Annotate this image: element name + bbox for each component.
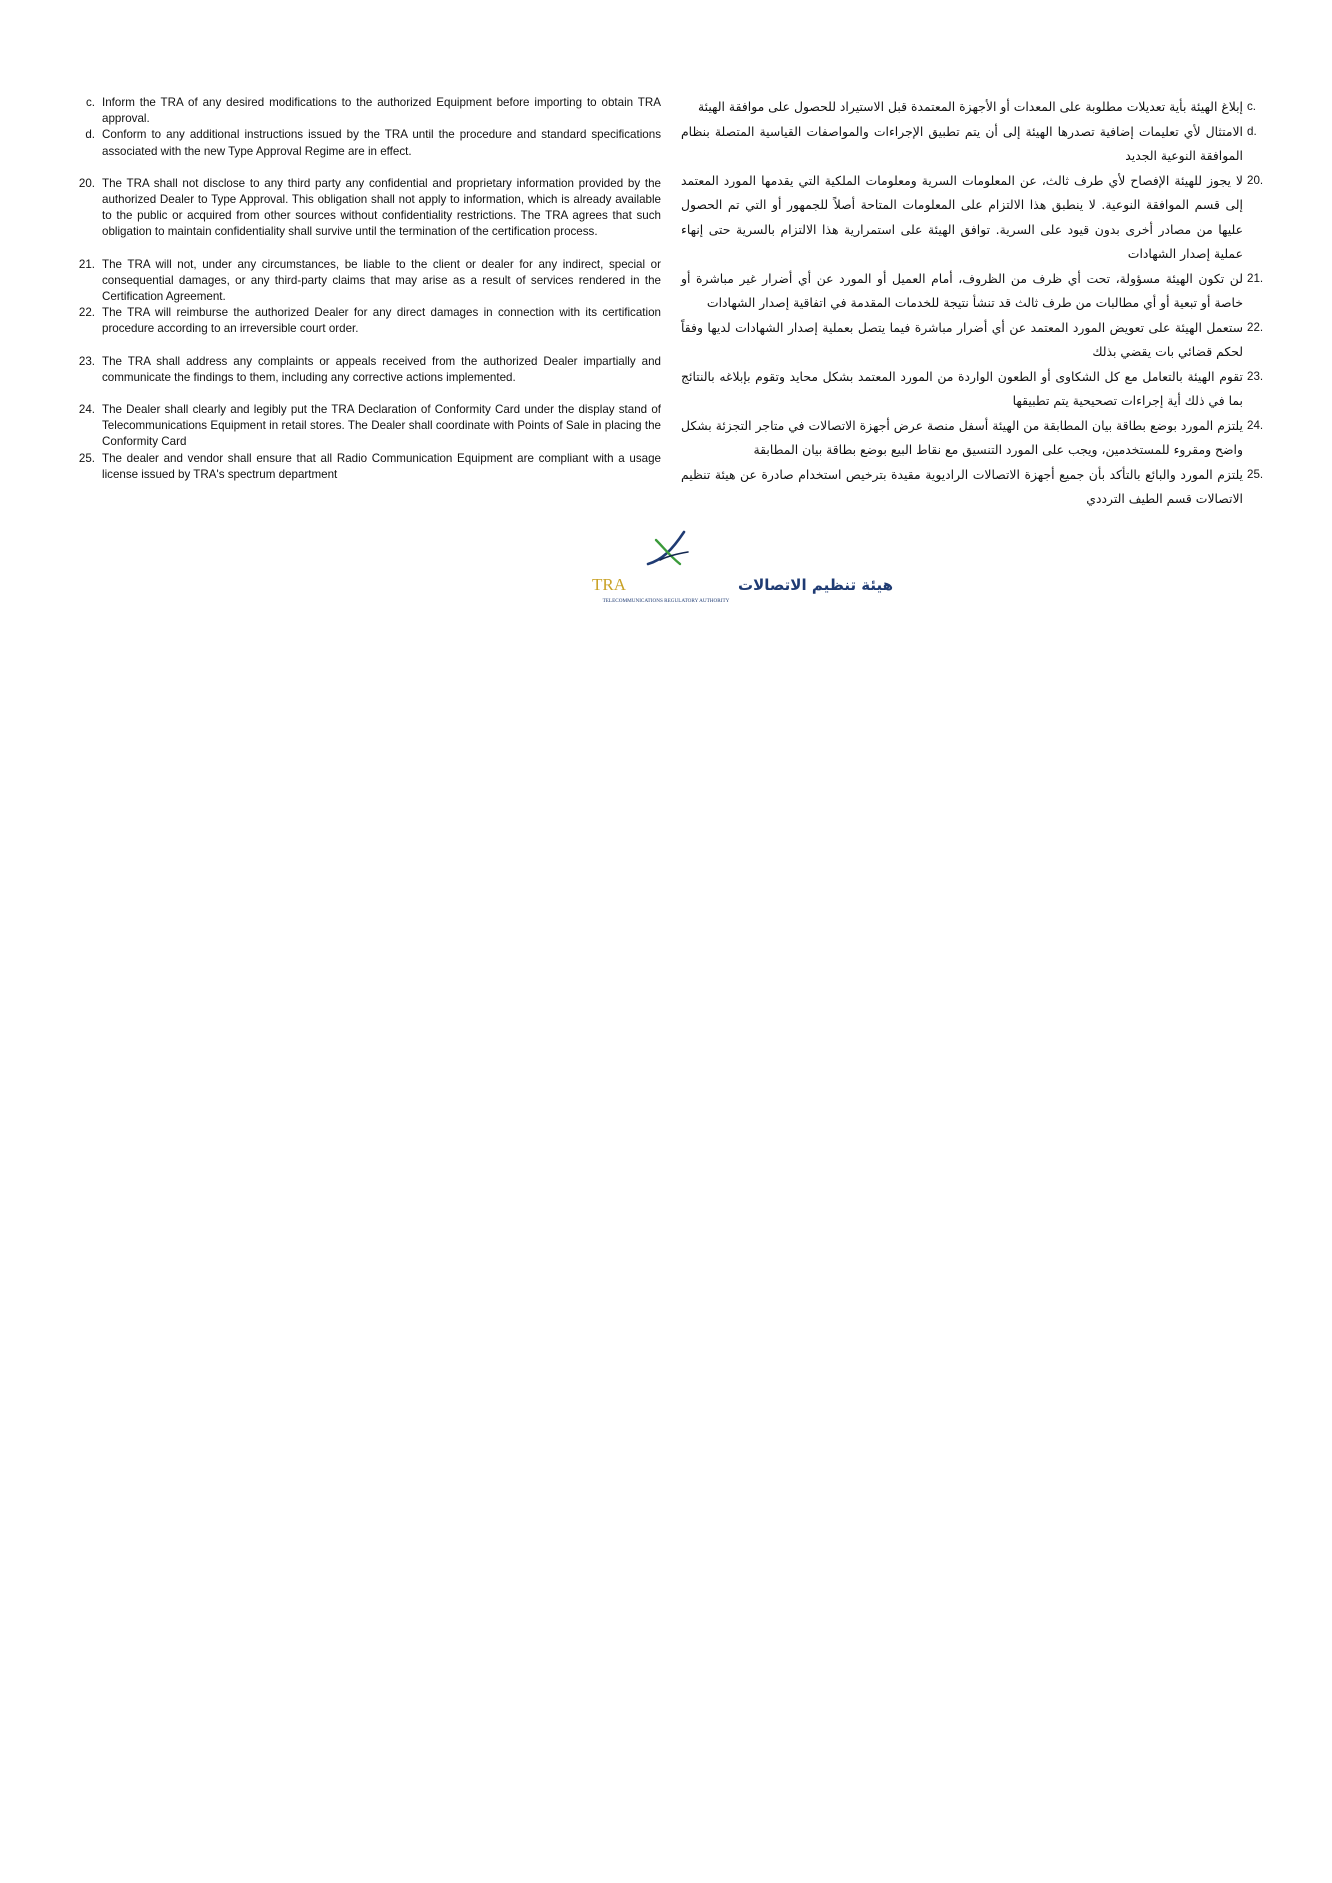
item-text: تقوم الهيئة بالتعامل مع كل الشكاوى أو الطعون الواردة من المورد المعتمد بشكل محايد وتقوم بإبلاغه بالنتائج بما في ذلك أية إجراءات تصحيحية يتم تطبيقها (681, 368, 1243, 408)
list-item (681, 414, 1273, 463)
english-column (73, 95, 661, 483)
item-text: The dealer and vendor shall ensure that all Radio Communication Equipment are compliant with a usage license issued by TRA's spectrum department (102, 451, 661, 481)
item-text: لن تكون الهيئة مسؤولة، تحت أي ظرف من الظروف، أمام العميل أو المورد عن أي أضرار غير مباشرة أو خاصة أو تبعية أو أي مطالبات من طرف ثالث قد تنشأ نتيجة للخدمات المقدمة في اتفاقية إصدار الشهادات (681, 270, 1243, 310)
item-number: d. (1247, 124, 1257, 138)
item-number: 23. (1247, 369, 1264, 383)
item-text: The TRA will not, under any circumstances, be liable to the client or dealer for any indirect, special or consequential damages, or any third-party claims that may arise as a result of services rendered in the Certification Agreement. (102, 257, 661, 304)
list-item (73, 95, 661, 127)
item-number: c. (1247, 100, 1257, 113)
item-number: 20. (78, 176, 95, 190)
list-item (73, 305, 661, 337)
list-item (73, 402, 661, 451)
item-text: Inform the TRA of any desired modifications to the authorized Equipment before importing to obtain TRA approval. (102, 96, 661, 126)
item-number: 25. (78, 451, 95, 465)
list-item (681, 95, 1273, 120)
arabic-column (681, 95, 1273, 512)
item-number: d. (85, 128, 95, 142)
item-number: 21. (1247, 271, 1264, 285)
logo-english-name: TELECOMMUNICATIONS REGULATORY AUTHORITY (602, 598, 730, 604)
list-item (73, 257, 661, 306)
item-text: يلتزم المورد بوضع بطاقة بيان المطابقة من الهيئة أسفل منصة عرض أجهزة الاتصالات في متاجر التجزئة بشكل واضح ومقروء للمستخدمين، ويجب على المورد التنسيق مع نقاط البيع بوضع بطاقة بيان المطابقة (681, 417, 1243, 457)
logo-swoosh-blue (648, 532, 684, 564)
list-item (681, 316, 1273, 365)
list-item (681, 120, 1273, 169)
list-item (681, 463, 1273, 512)
item-text: The TRA will reimburse the authorized Dealer for any direct damages in connection with its certification procedure according to an irreversible court order. (102, 306, 661, 336)
item-text: The Dealer shall clearly and legibly put the TRA Declaration of Conformity Card under the display stand of Telecommunications Equipment in retail stores. The Dealer shall coordinate with Points of Sale in placing the Conformity Card (102, 403, 661, 449)
list-item (681, 169, 1273, 267)
item-number: c. (85, 96, 95, 109)
item-text: Conform to any additional instructions issued by the TRA until the procedure and standard specifications associated with the new Type Approval Regime are in effect. (102, 128, 661, 158)
item-number: 25. (1247, 467, 1264, 481)
list-item (73, 127, 661, 159)
list-item (73, 354, 661, 386)
item-number: 20. (1247, 173, 1264, 187)
item-number: 22. (78, 306, 95, 320)
item-text: يلتزم المورد والبائع بالتأكد بأن جميع أجهزة الاتصالات الراديوية مقيدة بترخيص استخدام صادرة عن هيئة تنظيم الاتصالات قسم الطيف الترددي (681, 466, 1243, 506)
item-text: لا يجوز للهيئة الإفصاح لأي طرف ثالث، عن المعلومات السرية ومعلومات الملكية التي يقدمها المورد المعتمد إلى قسم الموافقة النوعية. لا ينطبق هذا الالتزام على المعلومات المتاحة أصلاً للجمهور أو التي تم الحصول عليها من مصادر أخرى بدون قيود على السرية. توافق الهيئة على استمرارية هذا الالتزام بالسرية حتى إنهاء عملية إصدار الشهادات (681, 172, 1243, 261)
tra-logo (588, 530, 894, 610)
item-text: إبلاغ الهيئة بأية تعديلات مطلوبة على المعدات أو الأجهزة المعتمدة قبل الاستيراد للحصول على موافقة الهيئة (697, 99, 1243, 114)
item-text: The TRA shall address any complaints or appeals received from the authorized Dealer impartially and communicate the findings to them, including any corrective actions implemented. (102, 354, 661, 384)
item-number: 21. (78, 257, 95, 271)
item-text: الامتثال لأي تعليمات إضافية تصدرها الهيئة إلى أن يتم تطبيق الإجراءات والمواصفات القياسية المتصلة بنظام الموافقة النوعية الجديد (681, 123, 1243, 163)
item-number: 24. (78, 403, 95, 417)
list-item (73, 451, 661, 483)
logo-arabic-name: هيئة تنظيم الاتصالات (738, 576, 894, 594)
logo-tra-letters: TRA (592, 575, 626, 594)
item-number: 23. (78, 354, 95, 368)
list-item (73, 176, 661, 241)
list-item (681, 267, 1273, 316)
item-text: ستعمل الهيئة على تعويض المورد المعتمد عن أي أضرار مباشرة فيما يتصل بعملية إصدار الشهادات لديها وفقاً لحكم قضائي بات يقضي بذلك (681, 319, 1243, 359)
item-number: 22. (1247, 320, 1264, 334)
item-number: 24. (1247, 418, 1264, 432)
tra-logo-graphic (588, 530, 894, 610)
item-text: The TRA shall not disclose to any third party any confidential and proprietary information provided by the authorized Dealer to Type Approval. This obligation shall not apply to information, which is already available to the public or acquired from other sources without confidentiality restrictions. The TRA agrees that such obligation to maintain confidentiality shall survive until the termination of the certification process. (102, 176, 661, 239)
list-item (681, 365, 1273, 414)
